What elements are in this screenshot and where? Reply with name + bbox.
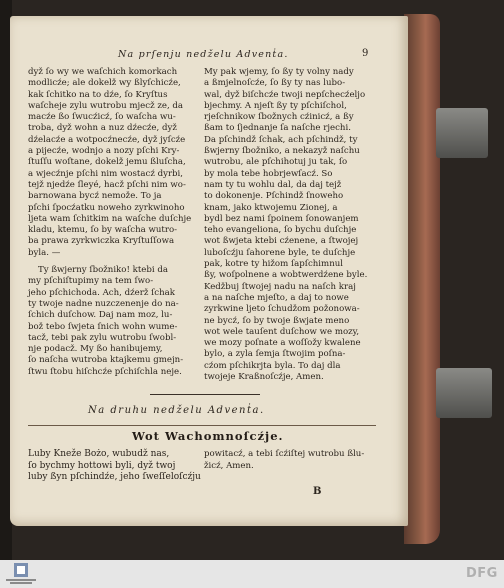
library-logo-icon: [4, 562, 38, 586]
text-line: troba, dyž wohn a nuz dźecźe, dyž: [28, 123, 177, 134]
section-subheading: Na druhu nedželu Advenṫa.: [88, 405, 265, 416]
text-line: luboſcźju ſahorene byle, te duſchje: [204, 247, 356, 258]
text-line: tacž, tebi pak zylu wutrobu ſwobl-: [28, 332, 177, 343]
text-line: a pijecźe, wodnjo a nozy pſchi Kry-: [28, 146, 180, 157]
text-line: ßwjerny ſbožniko, a nekazyž naſchu: [204, 146, 360, 157]
left-text-column: [28, 67, 196, 378]
text-line: My pak wjemy, ſo ßy ty volny nady: [204, 67, 354, 77]
running-title: Na prſenju nedželu Advenṫa.: [118, 49, 289, 60]
bottom-right-column: [204, 449, 376, 472]
text-line: Kedžbuj ſtwojej nadu na naſch kraj: [204, 281, 356, 292]
text-line: ſtwu ſtobu hiſchcźe pſchiſchla neje.: [28, 366, 182, 377]
section-title: Wot Wachomnoſcźje.: [132, 429, 284, 443]
text-line: tejž njedźe ſleyé, hacž pſchi nim wo-: [28, 179, 186, 190]
text-line: to dokonenje. Pſchindž ſnoweho: [204, 191, 344, 202]
text-line: ſtuſſu woſtane, dokelž jemu ßluſcha,: [28, 157, 186, 168]
right-text-column: [204, 67, 376, 383]
text-line: ljeta wam ſchitkim na waſche duſchje: [28, 213, 192, 224]
text-line: Luby Kneže Bożo, wubudž nas,: [28, 449, 170, 459]
text-line: modlicźe; ale dokelž wy ßlyſchicźe,: [28, 78, 181, 89]
text-line: pak, kotre ty hižom ſapſchimnul: [204, 259, 344, 270]
text-line: dźelacźe a wotpocźnecźe, dyž jyſcźe: [28, 134, 186, 145]
text-line: nam ty tu wohlu dal, da daj tejž: [204, 179, 342, 190]
text-line: ſchich duſchow. Daj nam moz, lu-: [28, 310, 173, 321]
text-line: byla. —: [28, 247, 61, 258]
page-number: 9: [362, 48, 369, 59]
text-line: bož tebo ſwjeta ſnich wohn wume-: [28, 321, 178, 332]
text-line: Ty ßwjerny ſbožniko! ktebi da: [38, 265, 168, 276]
text-line: waſcheje zylu wutrobu mjecž ze, da: [28, 100, 184, 111]
text-line: rjeſchnikow ſbožnych cźinicź, a ßy: [204, 112, 354, 123]
text-line: teho evangeliona, ſo bychu duſchje: [204, 225, 357, 236]
text-line: ſo bychmy hottowi byli, dyž twoj: [28, 460, 176, 471]
text-line: zyrkwine ljeto ſchudžom požonowa-: [204, 304, 360, 315]
clasp-strap-bottom: [436, 368, 492, 418]
text-line: by mola tebe hobrjewſacź. So: [204, 168, 333, 179]
text-line: ßy, woſpolnene a wobtwerdźene byle.: [204, 270, 368, 281]
bottom-left-column: [28, 449, 200, 484]
text-line: kak ſchitko na to dźe, ſo Kryſtus: [28, 89, 168, 100]
text-line: ſo naſcha wutroba ktajkemu gmejn-: [28, 355, 184, 366]
text-line: powitacź, a tebi ſcźiſtej wutrobu ßlu-: [204, 449, 365, 459]
text-line: twojeje Kraßnoſcźje, Amen.: [204, 372, 324, 383]
text-line: cźom pſchikrjta byla. To daj dla: [204, 360, 341, 371]
clasp-strap-top: [436, 108, 488, 158]
text-line: dyž ſo wy we waſchich komorkach: [28, 67, 178, 77]
text-line: barnowana bycź nemože. To ja: [28, 191, 162, 202]
text-line: a na naſche mjeſto, a daj to nowe: [204, 292, 349, 303]
section-divider: [150, 394, 260, 395]
dfg-watermark: DFG: [466, 566, 498, 581]
text-line: my pſchiſtupimy na tem ſwo-: [28, 276, 154, 287]
text-line: wutrobu, ale pſchihotuj ju tak, ſo: [204, 157, 348, 168]
text-line: a ßmjelnoſcźe, ſo ßy ty nas lubo-: [204, 78, 346, 89]
catchword: B: [313, 486, 322, 497]
text-line: ba prawa zyrkwiczka Kryſtuſſowa: [28, 236, 175, 247]
book-binding: [404, 14, 440, 544]
text-line: wot wele tauſent duſchow we mozy,: [204, 326, 360, 337]
text-line: bjechmy. A njeſt ßy ty pſchiſchol,: [204, 100, 347, 111]
text-line: pſchi ſpocźatku noweho zyrkwinoho: [28, 202, 185, 213]
text-line: knam, jako ktwojemu Zionej, a: [204, 202, 338, 213]
text-line: ßam to ſjednanje ſa naſche rjechi.: [204, 123, 351, 134]
text-line: žicź, Amen.: [204, 460, 254, 471]
text-line: macźe ßo ſwucźicź, ſo waſcha wu-: [28, 112, 176, 123]
text-line: jeho pſchichoda. Ach, dźerž ſchak: [28, 287, 175, 298]
title-divider: [28, 425, 376, 426]
text-line: a wjecźnje pſchi nim wostacź dyrbi,: [28, 168, 184, 179]
text-line: bylo, a zyla ſemja ſtwojim poſna-: [204, 349, 346, 360]
text-line: nje podacž. My ßo hanibujemy,: [28, 344, 163, 355]
text-line: wal, dyž biſchcźe twoji nepſchecźeljo: [204, 89, 366, 100]
text-line: bydl bez nami ſpoinem ſonowanjem: [204, 213, 359, 224]
text-line: wot ßwjeta ktebi cźenene, a ſtwojej: [204, 236, 359, 247]
text-line: ne bycź, ſo by twoje ßwjate meno: [204, 315, 350, 326]
text-line: luby ßyn pſchindźe, jeho ſweſſeloſcźju: [28, 472, 201, 482]
text-line: kladu, ktemu, ſo by waſcha wutro-: [28, 225, 178, 236]
viewer-footer: [0, 560, 504, 588]
text-line: ty twoje nadne nuzczenenje do na-: [28, 298, 179, 309]
text-line: we mozy poſnate a woſſožy kwalene: [204, 338, 361, 349]
text-line: Da pſchindž ſchak, ach pſchindž, ty: [204, 134, 358, 145]
